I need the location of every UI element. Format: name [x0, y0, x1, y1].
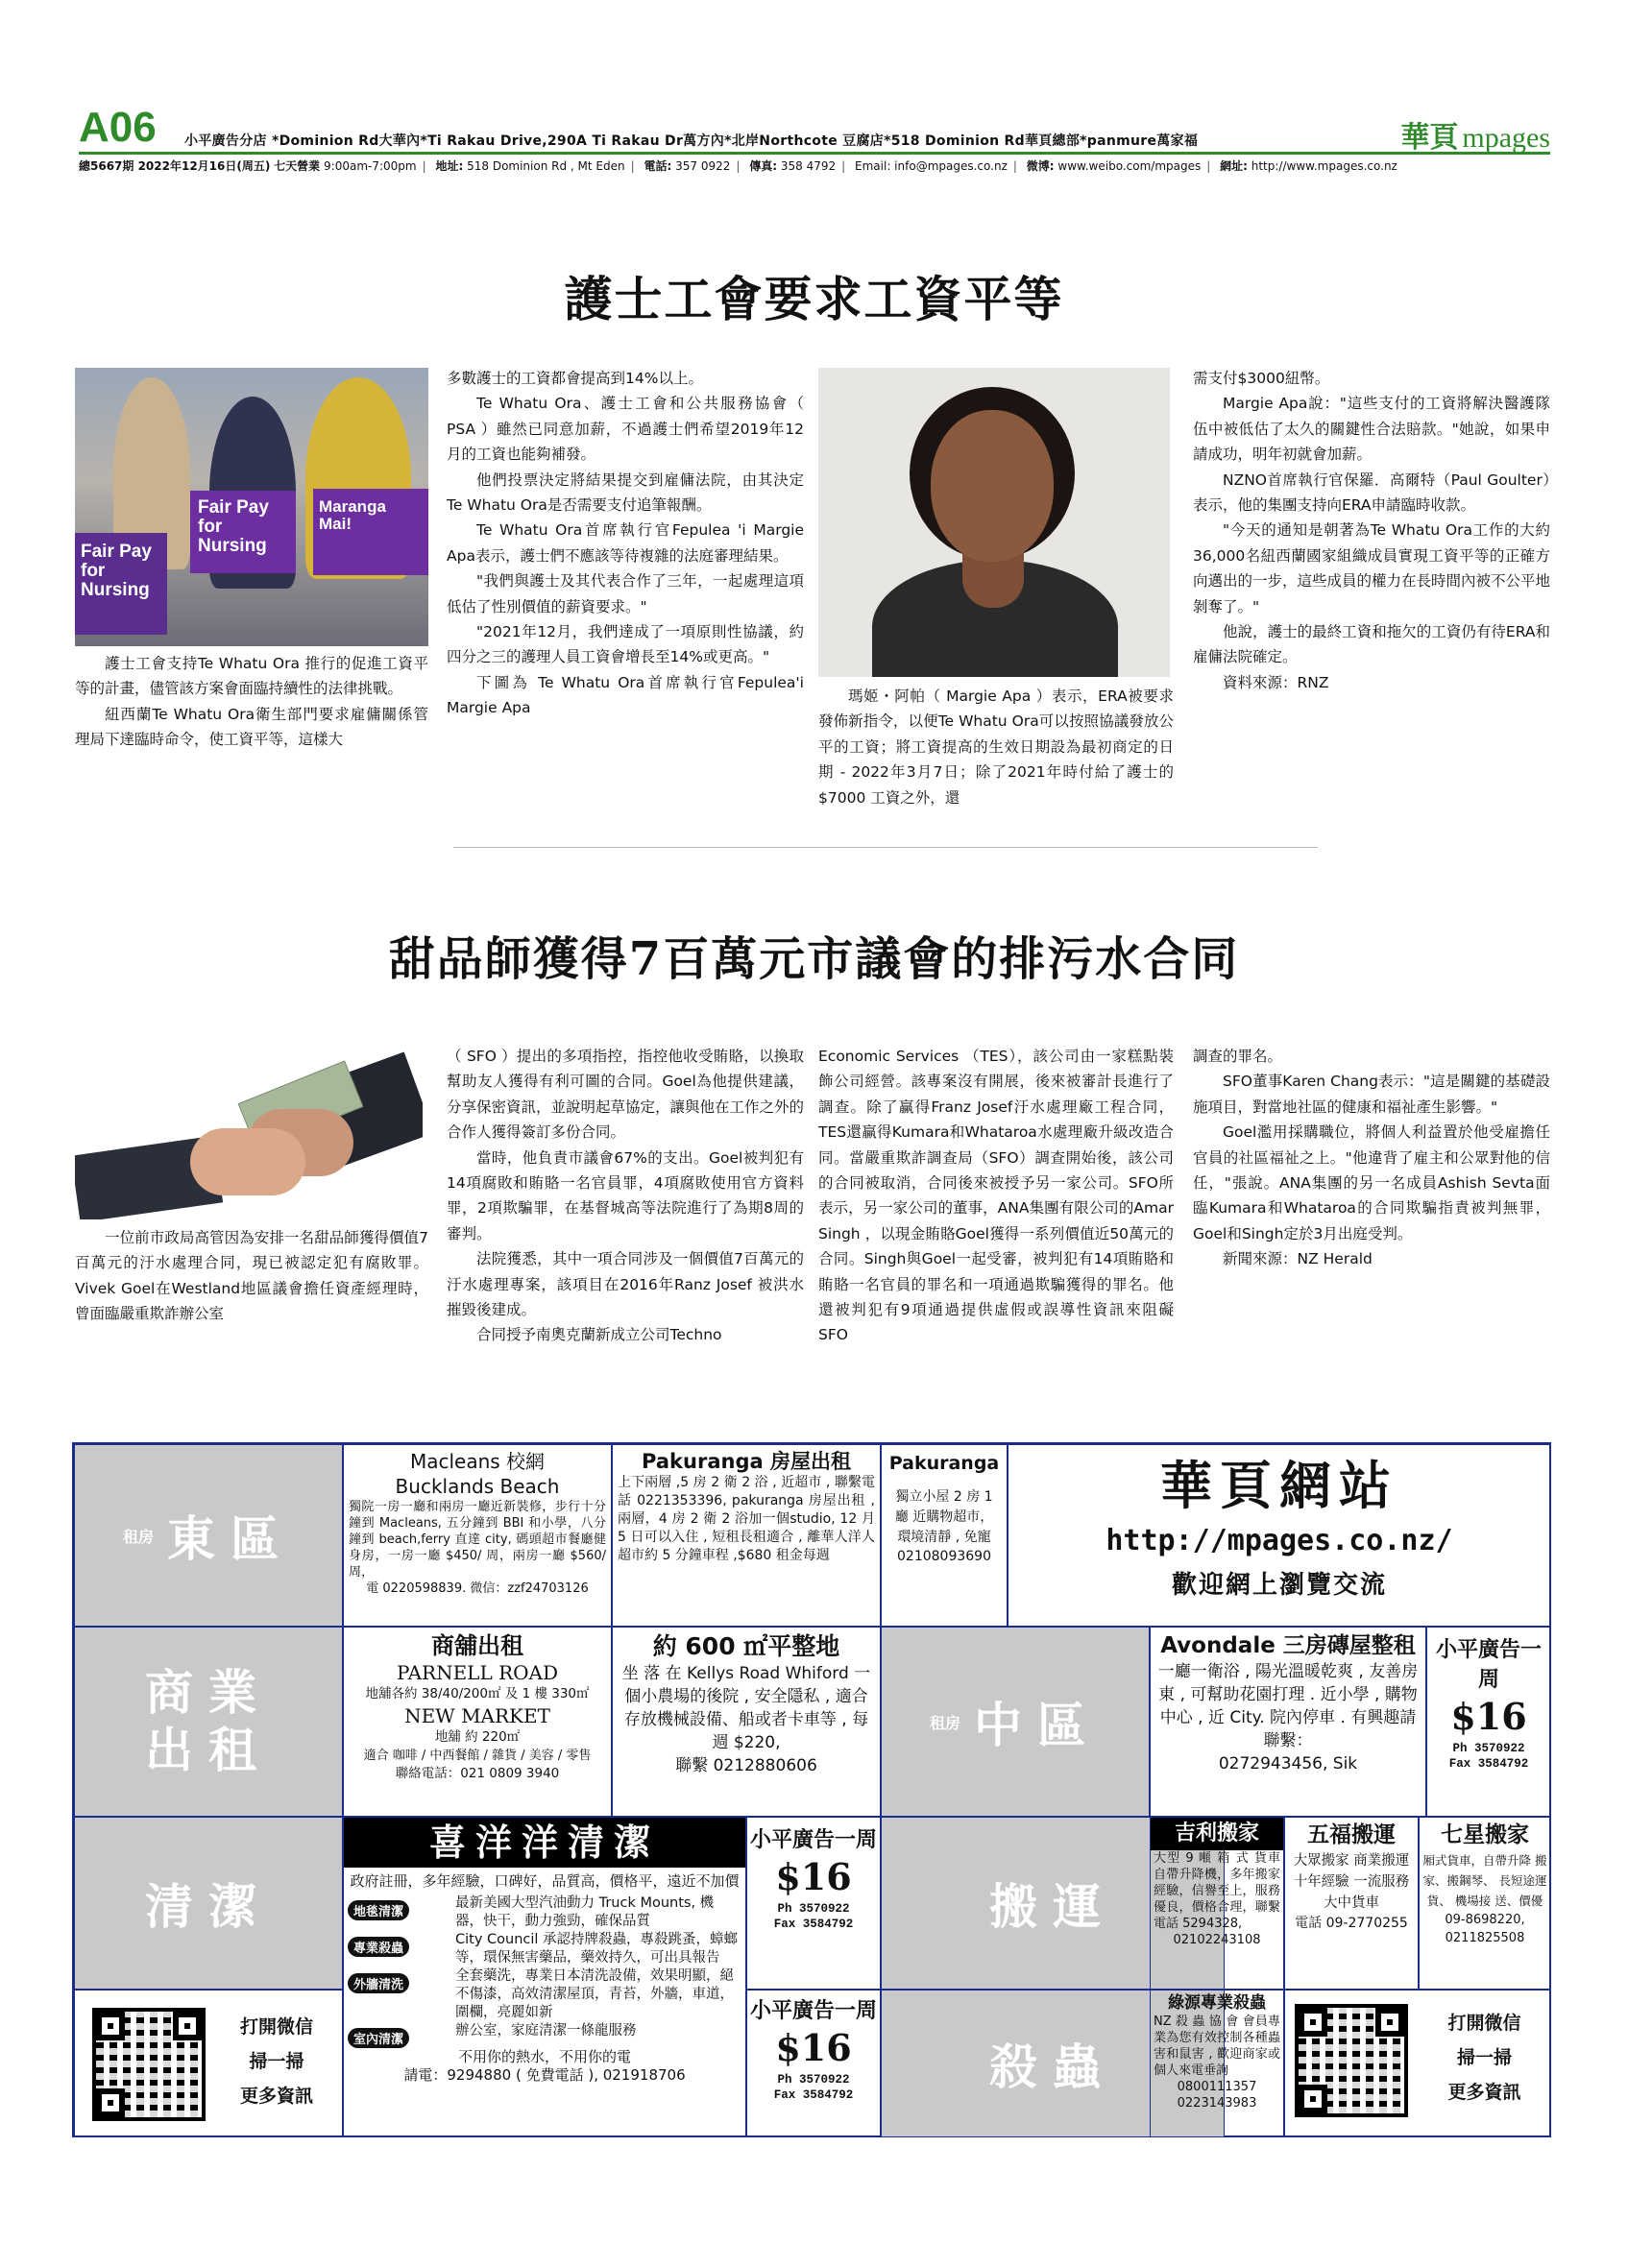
wechat-qr-right	[1284, 1990, 1551, 2137]
mpages-website-ad	[1008, 1444, 1551, 1627]
service-tag: 地毯清潔	[348, 1900, 409, 1920]
price-value: $16	[1450, 1695, 1527, 1738]
protest-sign: Maranga Mai!	[313, 489, 428, 575]
region-central	[881, 1627, 1150, 1817]
ad-body: 厢式貨車，自帶升降 搬家、搬鋼琴、 長短途運貨、 機場接 送、價優	[1422, 1853, 1547, 1908]
ad-title: Pakuranga	[888, 1453, 1000, 1474]
ad-title: 華頁網站	[1160, 1455, 1398, 1516]
article2-headline: 甜品師獲得7百萬元市議會的排污水合同	[388, 932, 1240, 986]
price-value: $16	[775, 2026, 852, 2069]
region-label: 殺蟲	[989, 2039, 1116, 2095]
small-ad-price-box	[746, 1817, 881, 1990]
price-title: 小平廣告一周	[749, 1827, 877, 1852]
paragraph: 下圖為 Te Whatu Ora首席執行官Fepulea'i Margie Apa	[447, 673, 804, 717]
paragraph: 他們投票決定將結果提交到雇傭法院，由其決定Te Whatu Ora是否需要支付追筆報酬。	[447, 470, 804, 515]
paragraph: （ SFO ）提出的多項指控，指控他收受賄賂，以換取幫助友人獲得有利可圖的合同。Goel為他提供建議，分享保密資訊，並說明起草協定，讓與他在工作之外的合作人獲得簽訂多份合同。	[447, 1048, 805, 1142]
nurses-protest-photo	[75, 368, 428, 646]
price-title: 小平廣告一周	[1435, 1637, 1542, 1692]
ad-contact: 0272943456, Sik	[1218, 1754, 1358, 1773]
phone-label: 電話:	[644, 159, 672, 173]
paragraph: Economic Services （TES），該公司由一家糕點裝飾公司經營。該專案沒有開展，後來被審計長進行了調查。除了贏得Franz Josef汙水處理廠工程合同，TES還贏得Kumara和Whataroa水處理廠升級改造合同。當嚴重欺詐調查局（SFO）調查開始後，該公司的合同被取消，合同後來被授予另一家公司。SFO所表示，另一家公司的董事，ANA集團有限公司的Amar Singh ，以現金賄賂Goel獲得一系列價值近50萬元的合同。Singh與Goel一起受審，被判犯有14項賄賂和賄賂一名官員的罪名和一項通過欺騙獲得的罪名。他還被判犯有9項通過提供虛假或誤導性資訊來阻礙 SFO	[818, 1048, 1174, 1344]
macleans-rental-ad	[343, 1444, 612, 1627]
region-cleaning	[74, 1817, 343, 1990]
paragraph: 新聞來源：NZ Herald	[1223, 1250, 1373, 1268]
ad-body: 獨立小屋 2 房 1 廳 近購物超市， 環境清靜 , 免寵	[894, 1489, 994, 1545]
ad-title: Pakuranga 房屋出租	[642, 1450, 851, 1473]
article2-column-4	[1193, 1044, 1550, 1272]
paragraph: "今天的通知是朝著為Te Whatu Ora工作的大約36,000名紐西蘭國家組織成員實現工資平等的正確方向邁出的一步，這些成員的權力在長時間內被不公平地剝奪了。"	[1193, 521, 1551, 615]
paragraph: 法院獲悉，其中一項合同涉及一個價值7百萬元的汙水處理專案，該項目在2016年Ranz Josef 被洪水摧毀後建成。	[447, 1250, 804, 1319]
ad-body: 上下兩層 ,5 房 2 衛 2 浴 , 近超市 , 聯繫電話 0221353396, pakuranga 房屋出租 , 兩層，4 房 2 衛 2 浴加一個studio, 12 月 5 日可以入住 , 短租長租適合 , 離華人洋人超市約 5 分鐘車程 ,$680 租金每週	[618, 1475, 875, 1563]
wechat-line: 掃一掃	[249, 2051, 304, 2072]
protest-sign: Fair Pay for Nursing	[75, 533, 167, 635]
paragraph: "2021年12月，我們達成了一項原則性協議，約四分之三的護理人員工資會增長至14%或更高。"	[447, 623, 804, 666]
article1-column-1	[75, 651, 428, 753]
pakuranga-house-ad	[612, 1444, 881, 1627]
paragraph: 需支付$3000紐幣。	[1193, 370, 1330, 387]
paragraph: Te Whatu Ora首席執行官Fepulea 'i Margie Apa表示，護士們不應該等待複雜的法庭審理結果。	[447, 521, 804, 565]
brand-en: mpages	[1462, 122, 1550, 154]
wechat-line: 打開微信	[1447, 2013, 1521, 2034]
handshake-money-photo	[75, 1042, 423, 1219]
service-text: 最新美國大型汽油動力 Truck Mounts, 機器，快干，動力強勁，確保品質	[455, 1895, 715, 1929]
wechat-line: 更多資訊	[239, 2086, 313, 2107]
service-tag: 外牆清洗	[348, 1973, 409, 1993]
region-label: 搬運	[989, 1879, 1116, 1935]
small-ad-price-box	[1426, 1627, 1551, 1817]
fax: 358 4792	[780, 159, 837, 173]
wechat-line: 打開微信	[239, 2016, 313, 2038]
paragraph: "我們與護士及其代表合作了三年，一起處理這項低估了性別價值的薪資要求。"	[447, 572, 804, 615]
branch-list: 小平廣告分店 *Dominion Rd大華內*Ti Rakau Drive,290A Ti Rakau Dr萬方內*北岸Northcote 豆腐店*518 Dominion Rd華頁總部*panmure萬家福	[184, 133, 1199, 149]
ad-title: 約 600 ㎡平整地	[652, 1632, 840, 1660]
service-row	[348, 1931, 741, 1967]
article1-column-3	[818, 684, 1174, 810]
region-label: 清潔	[145, 1879, 272, 1935]
ad-line: 地舖各約 38/40/200㎡ 及 1 樓 330㎡	[365, 1686, 590, 1701]
page-number: A06	[79, 104, 157, 151]
ad-phone: 09-8698220, 0211825508	[1445, 1913, 1525, 1945]
ad-title: 五福搬運	[1307, 1822, 1396, 1847]
ad-line: PARNELL ROAD	[396, 1661, 559, 1684]
price-phone: Ph 3570922	[777, 2073, 850, 2087]
ad-line: 適合 咖啡 / 中西餐館 / 雜貨 / 美容 / 零售	[363, 1749, 592, 1763]
ad-body: 大型 9 噸 箱 式 貨車自帶升降機，多年搬家經驗，信譽至上，服務優良，價格合理，聯繫電話 5294328,	[1154, 1851, 1280, 1931]
small-ad-price-box	[746, 1990, 881, 2137]
paragraph: Goel濫用採購職位，將個人利益置於他受雇擔任官員的社區福祉之上。"他違背了雇主和公眾對他的信任，"張說。ANA集團的另一名成員Ashish Sevta面臨Kumara和Whataroa的合同欺騙指責被判無罪，Goel和Singh定於3月出庭受判。	[1193, 1123, 1550, 1243]
protest-sign: Fair Pay for Nursing	[190, 491, 296, 573]
ad-body: 一廳一衛浴 , 陽光溫暖乾爽 , 友善房東 , 可幫助花園打理 . 近小學 , 購物中心 , 近 City. 院內停車 . 有興趣請聯繫：	[1157, 1662, 1419, 1750]
wufu-moving-ad	[1284, 1817, 1419, 1990]
ad-phone: 0800111357	[1177, 2080, 1257, 2094]
website-label: 網址:	[1220, 159, 1248, 173]
paragraph: 一位前市政局高管因為安排一名甜品師獲得價值7百萬元的汙水處理合同，現已被認定犯有腐敗罪。Vivek Goel在Westland地區議會擔任資產經理時，曾面臨嚴重欺詐辦公室	[75, 1229, 428, 1323]
address-label: 地址:	[435, 159, 464, 173]
address: 518 Dominion Rd , Mt Eden	[467, 159, 625, 173]
margie-apa-portrait	[818, 368, 1170, 677]
service-row	[348, 1894, 741, 1931]
ad-title: 綠源專業殺蟲	[1168, 1993, 1266, 2013]
jili-moving-ad	[1150, 1817, 1284, 1990]
paragraph: Margie Apa說："這些支付的工資將解決醫護隊伍中被低估了太久的關鍵性合法賠款。"她說，如果申請成功，明年初就會加薪。	[1193, 395, 1550, 464]
ad-title: Avondale 三房磚屋整租	[1160, 1633, 1416, 1658]
ad-footer: 不用你的熱水，不用你的電	[457, 2048, 631, 2065]
qr-code-icon[interactable]	[92, 2008, 206, 2121]
paragraph: 合同授予南奧克蘭新成立公司Techno	[476, 1326, 722, 1344]
service-row	[348, 2022, 741, 2048]
ad-title: 吉利搬家	[1151, 1818, 1283, 1850]
website-link[interactable]: http://www.mpages.co.nz	[1251, 159, 1397, 173]
ad-phone: 02102243108	[1173, 1933, 1261, 1947]
fax-label: 傳真:	[749, 159, 778, 173]
ad-body: 大眾搬家 商業搬運 十年經驗 一流服務 大中貨車	[1293, 1853, 1410, 1911]
wechat-line: 更多資訊	[1447, 2082, 1521, 2103]
ad-body: 獨院一房一廳和兩房一廳近新裝修，步行十分鐘到 Macleans, 五分鐘到 BBI 和小學，八分鐘到 beach,ferry 直達 city, 碼頭超市餐廳健身房，一房一廳 $450/ 周，兩房一廳 $560/ 周，	[349, 1500, 606, 1580]
ad-body: NZ 殺 蟲 協 會 會員專業為您有效控制各種蟲害和鼠害 , 歡迎商家或個人來電垂詢	[1154, 2015, 1280, 2078]
brand-cn: 華頁	[1400, 122, 1459, 154]
paragraph: 瑪姬・阿帕（ Margie Apa ）表示，ERA被要求發佈新指令，以便Te Whatu Ora可以按照協議發放公平的工資；將工資提高的生效日期設為最初商定的日期 - 2022年3月7日；除了2021年時付給了護士的$7000 工資之外，還	[818, 688, 1174, 807]
ad-line: 地舖 約 220㎡	[434, 1729, 521, 1745]
service-tag: 室內清潔	[348, 2028, 409, 2048]
paragraph: 資料來源：RNZ	[1223, 673, 1329, 691]
service-text: 辦公室，家庭清潔一條龍服務	[455, 2023, 637, 2039]
paragraph: SFO董事Karen Chang表示："這是關鍵的基礎設施項目，對當地社區的健康和福祉產生影響。"	[1193, 1073, 1550, 1116]
ad-line: NEW MARKET	[404, 1704, 550, 1727]
header-divider	[79, 152, 1550, 155]
paragraph: 當時，他負責市議會67%的支出。Goel被判犯有14項腐敗和賄賂一名官員罪，4項腐敗使用官方資料罪，2項欺騙罪，在基督城高等法院進行了為期8周的審判。	[447, 1148, 804, 1243]
region-label-small: 租房	[122, 1527, 154, 1546]
wechat-line: 掃一掃	[1456, 2047, 1512, 2068]
service-text: City Council 承認持牌殺蟲，專殺跳蚤，蟑螂等，環保無害藥品，藥效持久，可出具報告	[455, 1932, 739, 1966]
ad-contact: 聯繫 0212880606	[675, 1756, 817, 1775]
ad-contact: 請電：9294880 ( 免費電話 ), 021918706	[403, 2066, 686, 2084]
land-rent-ad	[612, 1627, 881, 1817]
issue-info-bar: 總5667期 2022年12月16日(周五) 七天營業 9:00am-7:00pm | 地址: 518 Dominion Rd , Mt Eden | 電話: 357 0922 | 傳真: 358 4792 | Email: info@mpages.co.nz | 微博: www.weibo.com/mpages | 網址: http://www.mpages.co.nz	[79, 159, 1397, 173]
website-url[interactable]: http://mpages.co.nz/	[1106, 1524, 1453, 1557]
paragraph: 他說，護士的最終工資和拖欠的工資仍有待ERA和雇傭法院確定。	[1193, 623, 1550, 666]
ad-phone: 電話 09-2770255	[1295, 1916, 1408, 1931]
ad-intro: 政府註冊，多年經驗，口碑好，品質高，價格平，遠近不加價	[350, 1872, 740, 1890]
price-value: $16	[775, 1855, 852, 1898]
ad-tagline: 歡迎網上瀏覽交流	[1171, 1571, 1387, 1600]
weibo-label: 微博:	[1026, 159, 1055, 173]
issue-date: 總5667期 2022年12月16日(周五)	[79, 159, 271, 173]
article2-column-3	[818, 1044, 1174, 1348]
cleaning-service-ad	[343, 1817, 746, 2137]
paragraph: 紐西蘭Te Whatu Ora衛生部門要求雇傭關係管理局下達臨時命令，使工資平等，這樣大	[75, 705, 428, 749]
ad-contact: 聯絡電話：021 0809 3940	[395, 1766, 560, 1781]
region-east	[74, 1444, 343, 1627]
ad-body: 坐 落 在 Kellys Road Whiford 一個小農場的後院 , 安全隱私 , 適合存放機械設備、船或者卡車等 , 每週 $220,	[621, 1664, 871, 1752]
region-label: 東區	[167, 1511, 294, 1567]
avondale-rental-ad	[1150, 1627, 1426, 1817]
article1-column-4	[1193, 366, 1550, 695]
classifieds-section	[72, 1442, 1551, 2137]
pakuranga-cottage-ad	[881, 1444, 1008, 1627]
service-text: 全套藥洗，專業日本清洗設備，效果明顯，絕不傷漆，高效清潔屋頂，青苔，外牆，車道，圍欄，亮麗如新	[455, 1968, 734, 2020]
paragraph: 護士工會支持Te Whatu Ora 推行的促進工資平等的計畫，儘管該方案會面臨持續性的法律挑戰。	[75, 655, 428, 698]
qixing-moving-ad	[1419, 1817, 1551, 1990]
region-label: 中區	[974, 1698, 1101, 1753]
price-phone: Ph 3570922	[1452, 1742, 1525, 1755]
email[interactable]: Email: info@mpages.co.nz	[855, 159, 1008, 173]
article2-column-2	[447, 1044, 804, 1348]
service-row	[348, 1967, 741, 2022]
ad-subtitle: Bucklands Beach	[395, 1475, 560, 1498]
article1-column-2	[447, 366, 804, 721]
ad-phone: 02108093690	[897, 1549, 991, 1564]
ad-title: 七星搬家	[1441, 1822, 1529, 1847]
weibo-link[interactable]: www.weibo.com/mpages	[1057, 159, 1202, 173]
ad-title: 商舖出租	[431, 1632, 523, 1659]
hours-label: 七天營業	[274, 159, 321, 173]
price-phone: Ph 3570922	[777, 1902, 850, 1916]
price-title: 小平廣告一周	[749, 1998, 877, 2023]
region-label: 商業出租	[145, 1665, 272, 1778]
ad-title: 喜洋洋清潔	[344, 1818, 745, 1868]
article2-column-1	[75, 1225, 428, 1327]
shop-rent-ad	[343, 1627, 612, 1817]
price-fax: Fax 3584792	[1448, 1757, 1529, 1771]
service-tag: 專業殺蟲	[348, 1937, 409, 1957]
lvyuan-pest-ad	[1150, 1990, 1284, 2137]
wechat-qr-left	[74, 1990, 343, 2137]
ad-phone: 0223143983	[1177, 2096, 1257, 2111]
price-fax: Fax 3584792	[773, 2088, 854, 2102]
paragraph: 多數護士的工資都會提高到14%以上。	[447, 370, 703, 387]
brand-logo	[1400, 113, 1550, 156]
article1-headline: 護士工會要求工資平等	[564, 271, 1064, 327]
region-label-small: 租房	[929, 1713, 960, 1732]
region-commercial	[74, 1627, 343, 1817]
paragraph: Te Whatu Ora、護士工會和公共服務協會（ PSA ）雖然已同意加薪，不過護士們希望2019年12月的工資也能夠補發。	[447, 395, 804, 464]
ad-title: Macleans 校網	[409, 1450, 546, 1473]
phone: 357 0922	[675, 159, 731, 173]
price-fax: Fax 3584792	[773, 1918, 854, 1931]
article-divider	[453, 847, 1318, 848]
qr-code-icon[interactable]	[1295, 2004, 1408, 2117]
hours: 9:00am-7:00pm	[324, 159, 417, 173]
paragraph: NZNO首席執行官保羅．高爾特（Paul Goulter）表示，他的集團支持向ERA申請臨時收款。	[1193, 470, 1550, 515]
paragraph: 調查的罪名。	[1193, 1048, 1283, 1065]
ad-contact: 電 0220598839. 微信：zzf24703126	[366, 1581, 589, 1596]
